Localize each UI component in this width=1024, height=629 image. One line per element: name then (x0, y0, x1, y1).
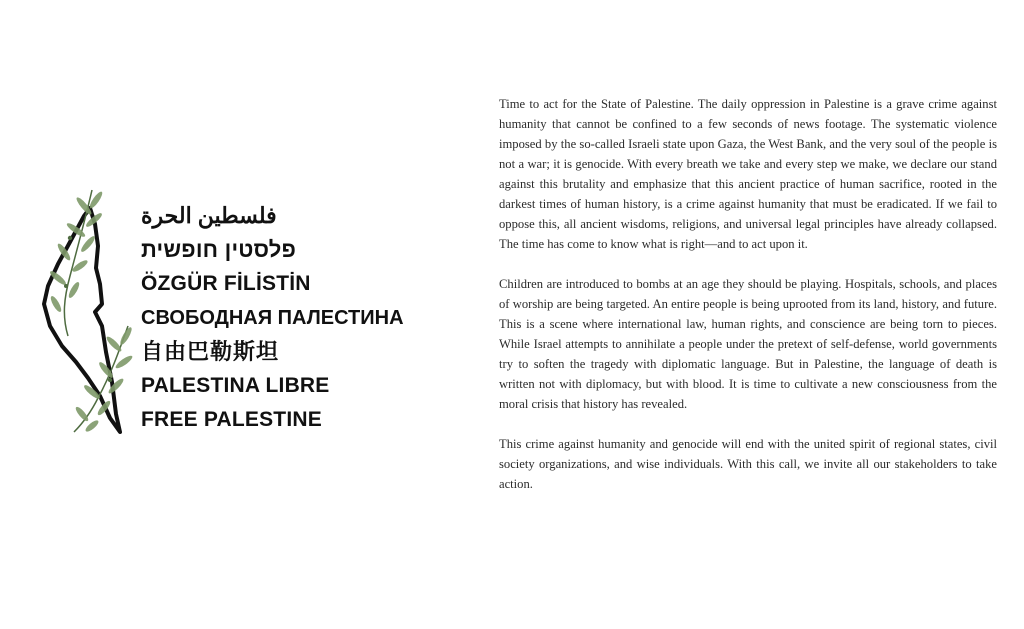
palestine-map-outline (44, 208, 120, 432)
free-palestine-titles (141, 199, 486, 437)
statement-paragraph: This crime against humanity and genocide will end with the united spirit of regional states, civil society organizations, and wise individuals. With this call, we invite all our stakeholders to take action. (499, 437, 997, 491)
title-spanish: PALESTINA LIBRE (141, 374, 330, 397)
title-arabic: فلسطين الحرة (141, 203, 277, 228)
statement-paragraph: Children are introduced to bombs at an age they should be playing. Hospitals, schools, and places of worship are being targeted. An entire people is being uprooted from its land, history, and future. This is a scene where international law, human rights, and conscience are being torn to pieces. While Israel attempts to annihilate a people under the pretext of self-defense, world governments try to soften the tragedy with diplomatic language. But in Palestine, the language of death is written not with diplomacy, but with blood. It is time to cultivate a new consciousness from the moral crisis that history has revealed. (499, 277, 997, 411)
title-russian: СВОБОДНАЯ ПАЛЕСТИНА (141, 307, 404, 329)
title-chinese: 自由巴勒斯坦 (141, 339, 280, 364)
title-turkish: ÖZGÜR FİLİSTİN (141, 272, 311, 295)
title-english: FREE PALESTINE (141, 408, 322, 431)
statement-paragraph: Time to act for the State of Palestine. The daily oppression in Palestine is a grave crime against humanity that cannot be confined to a few seconds of news footage. The systematic violence imposed by the so-called Israeli state upon Gaza, the West Bank, and the very soul of the people is not a war; it is genocide. With every breath we take and every step we make, we declare our stand against this brutality and emphasize that this ancient practice of human sacrifice, rooted in the darkest times of human history, is a crime against humanity that must be eradicated. If we fail to oppose this, all ancient wisdoms, religions, and universal legal principles have already collapsed. The time has come to know what is right—and to act upon it. (499, 97, 997, 251)
title-hebrew: פלסטין חופשית (141, 237, 297, 262)
palestine-map-olive-branch-icon (40, 186, 136, 436)
statement-body (499, 94, 997, 514)
